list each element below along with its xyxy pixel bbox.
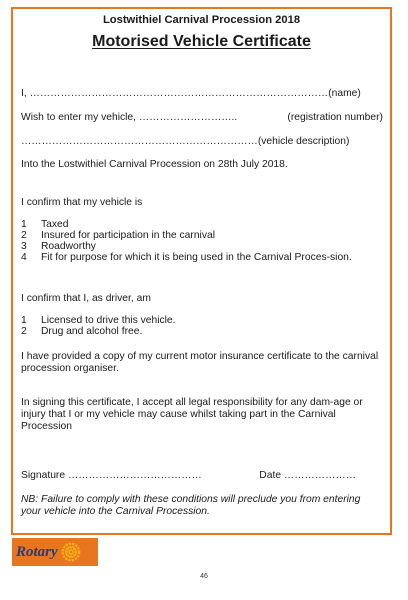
liability-paragraph: In signing this certificate, I accept all legal responsibility for any dam-age or injury that I or my vehicle may cause whilst taking part in the Carnival Procession [21, 397, 363, 432]
signature-field: Signature ………………………………… [21, 470, 202, 481]
list-item-text: Licensed to drive this vehicle. [41, 315, 176, 326]
certificate-frame [11, 7, 392, 535]
procession-date-line: Into the Lostwithiel Carnival Procession on 28th July 2018. [21, 159, 288, 170]
nb-notice: NB: Failure to comply with these conditions will preclude you from entering your vehicle into the Carnival Procession. [21, 494, 361, 517]
date-field: Date ………………… [259, 470, 356, 481]
list-item [21, 230, 382, 241]
vehicle-confirm-list [21, 219, 382, 263]
list-item-number: 4 [21, 252, 27, 263]
vehicle-registration-line [21, 112, 383, 124]
driver-confirm-list [21, 315, 382, 337]
insurance-paragraph: I have provided a copy of my current motor insurance certificate to the carnival procession organiser. [21, 351, 379, 374]
list-item-number: 1 [21, 219, 27, 230]
list-item-text: Roadworthy [41, 241, 96, 252]
list-item [21, 315, 382, 326]
rotary-logo-text: Rotary [16, 543, 58, 560]
driver-confirm-intro: I confirm that I, as driver, am [21, 293, 151, 304]
name-line: I, ……………………………………………………………………………(name) [21, 88, 361, 99]
list-item-number: 3 [21, 241, 27, 252]
list-item-number: 2 [21, 230, 27, 241]
list-item [21, 326, 382, 337]
vehicle-description-line: ……………………………………………………………(vehicle description) [21, 136, 350, 147]
list-item-number: 2 [21, 326, 27, 337]
list-item-text: Insured for participation in the carnival [41, 230, 215, 241]
list-item-text: Fit for purpose for which it is being used in the Carnival Proces-sion. [41, 252, 352, 263]
list-item [21, 219, 382, 230]
list-item-text: Drug and alcohol free. [41, 326, 143, 337]
event-header: Lostwithiel Carnival Procession 2018 [102, 14, 301, 26]
rotary-wheel-icon [61, 542, 81, 562]
list-item-text: Taxed [41, 219, 69, 230]
vehicle-confirm-intro: I confirm that my vehicle is [21, 197, 143, 208]
vehicle-line-left: Wish to enter my vehicle, ……………………….. [21, 112, 238, 123]
list-item [21, 241, 382, 252]
certificate-title: Motorised Vehicle Certificate [92, 33, 311, 50]
list-item-number: 1 [21, 315, 27, 326]
signature-row [21, 470, 356, 482]
vehicle-line-right: (registration number) [287, 112, 383, 123]
list-item [21, 252, 382, 263]
rotary-logo [12, 538, 98, 566]
page-number: 46 [200, 573, 208, 580]
